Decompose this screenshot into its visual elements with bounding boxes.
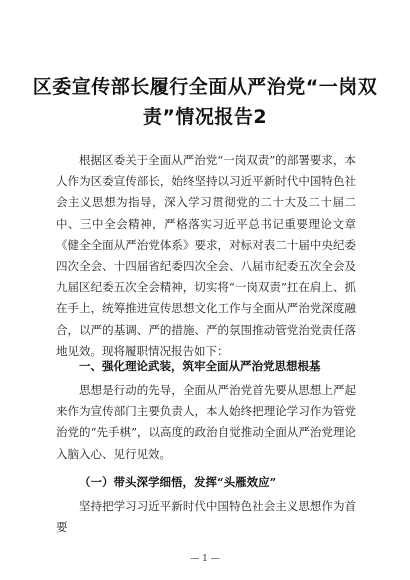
page-number: — 1 — [190,554,220,564]
section-1-paragraph: 思想是行动的先导，全面从严治党首先要从思想上严起来作为宣传部门主要负责人，本人始终把理论学习作为管党治党的“先手棋”，以高度的政治自觉推动全面从严治党理论入脑入心、见行见效。 [56,383,356,461]
title-line-2: 责”情况报告2 [142,106,268,128]
subsection-1-paragraph: 坚持把学习习近平新时代中国特色社会主义思想作为首要 [56,499,356,535]
document-title [30,72,380,132]
title-line-1: 区委宣传部长履行全面从严治党“一岗双 [32,76,378,98]
subsection-heading-1: （一）带头深学细悟，发挥“头雁效应” [79,475,277,489]
intro-paragraph: 根据区委关于全面从严治党“一岗双责”的部署要求，本人作为区委宣传部长，始终坚持以习近平新时代中国特色社会主义思想为指导，深入学习贯彻党的二十大及二十届二中、三中全会精神，严格落实习近平总书记重要理论文章《健全全面从严治党体系》要求，对标对表二十届中央纪委四次全会、十四届省纪委四次全会、八届市纪委五次全会及九届区纪委五次全会精神，切实将“一岗双责”扛在肩上、抓在手上，统筹推进宣传思想文化工作与全面从严治党深度融合，以严的基调、严的措施、严的氛围推动管党治党责任落地见效。现将履职情况报告如下： [56,153,356,358]
section-heading-1: 一、强化理论武装，筑牢全面从严治党思想根基 [79,359,321,373]
